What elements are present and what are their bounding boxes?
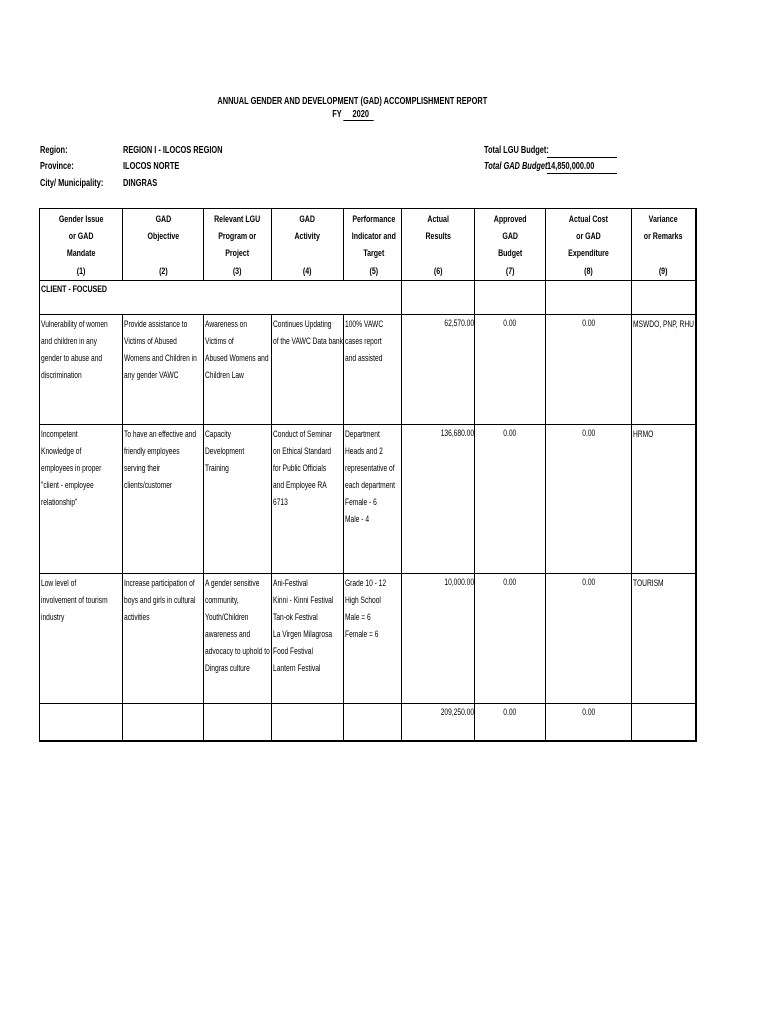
cell-approved-budget: 0.00: [475, 314, 546, 424]
province-label: Province:: [40, 161, 74, 172]
total-approved-budget: 0.00: [475, 703, 546, 741]
header-gad-objective: GAD Objective (2): [123, 209, 204, 281]
report-title: ANNUAL GENDER AND DEVELOPMENT (GAD) ACCOMPLISHMENT REPORT: [217, 96, 488, 107]
fy-value: 2020: [343, 109, 373, 121]
cell-gad-activity: Ani-Festival Kinni - Kinni Festival Tan-ok Festival La Virgen Milagrosa Food Festival Lantern Festival: [272, 573, 344, 703]
cell-remarks: HRMO: [632, 424, 696, 573]
cell-relevant-program: A gender sensitive community, Youth/Children awareness and advocacy to uphold to Dingras culture: [204, 573, 272, 703]
header-gender-issue: Gender Issue or GAD Mandate (1): [40, 209, 123, 281]
cell-actual-cost: 0.00: [546, 424, 632, 573]
city-value: DINGRAS: [123, 178, 158, 189]
cell-gender-issue: Low level of involvement of tourism industry: [40, 573, 123, 703]
totals-row: [40, 703, 696, 741]
header-gad-activity: GAD Activity (4): [272, 209, 344, 281]
header-actual-results: Actual Results (6): [402, 209, 475, 281]
cell-relevant-program: Awareness on Victims of Abused Womens and Children Law: [204, 314, 272, 424]
cell-gad-activity: Conduct of Seminar on Ethical Standard for Public Officials and Employee RA 6713: [272, 424, 344, 573]
cell-approved-budget: 0.00: [475, 424, 546, 573]
cell-performance-indicator: 100% VAWC cases report and assisted: [344, 314, 402, 424]
cell-actual-cost: 0.00: [546, 314, 632, 424]
cell-gender-issue: Incompetent Knowledge of employees in proper "client - employee relationship": [40, 424, 123, 573]
cell-gad-objective: Increase participation of boys and girls in cultural activities: [123, 573, 204, 703]
fy-label: FY: [331, 109, 342, 120]
cell-actual-results: 62,570.00: [402, 314, 475, 424]
cell-remarks: TOURISM: [632, 573, 696, 703]
header-actual-cost: Actual Cost or GAD Expenditure (8): [546, 209, 632, 281]
region-label: Region:: [40, 145, 68, 156]
total-actual-cost: 0.00: [546, 703, 632, 741]
header-relevant-program: Relevant LGU Program or Project (3): [204, 209, 272, 281]
cell-performance-indicator: Grade 10 - 12 High School Male = 6 Female = 6: [344, 573, 402, 703]
cell-performance-indicator: Department Heads and 2 representative of each department Female - 6 Male - 4: [344, 424, 402, 573]
table-row: [40, 314, 696, 424]
cell-approved-budget: 0.00: [475, 573, 546, 703]
section-client-focused: CLIENT - FOCUSED: [40, 280, 402, 314]
gad-budget-value: 14,850,000.00: [547, 161, 617, 174]
header-row: [40, 209, 696, 281]
cell-remarks: MSWDO, PNP, RHU: [632, 314, 696, 424]
accomplishment-table: [39, 208, 697, 742]
cell-actual-results: 136,680.00: [402, 424, 475, 573]
fiscal-year: [332, 108, 373, 121]
report-title-block: [0, 95, 705, 121]
total-actual-results: 209,250.00: [402, 703, 475, 741]
table-row: [40, 424, 696, 573]
lgu-budget-value: [547, 145, 617, 158]
cell-gender-issue: Vulnerability of women and children in any gender to abuse and discrimination: [40, 314, 123, 424]
gad-budget-label: Total GAD Budget: [484, 161, 548, 172]
section-row: [40, 280, 696, 314]
cell-gad-activity: Continues Updating of the VAWC Data bank: [272, 314, 344, 424]
province-value: ILOCOS NORTE: [123, 161, 180, 172]
city-label: City/ Municipality:: [40, 178, 104, 189]
cell-actual-results: 10,000.00: [402, 573, 475, 703]
region-value: REGION I - ILOCOS REGION: [123, 145, 223, 156]
header-variance-remarks: Variance or Remarks (9): [632, 209, 696, 281]
cell-actual-cost: 0.00: [546, 573, 632, 703]
cell-gad-objective: Provide assistance to Victims of Abused Womens and Children in any gender VAWC: [123, 314, 204, 424]
cell-relevant-program: Capacity Development Training: [204, 424, 272, 573]
cell-gad-objective: To have an effective and friendly employees serving their clients/customer: [123, 424, 204, 573]
header-performance-indicator: Performance Indicator and Target (5): [344, 209, 402, 281]
header-approved-budget: Approved GAD Budget (7): [475, 209, 546, 281]
table-row: [40, 573, 696, 703]
lgu-budget-label: Total LGU Budget:: [484, 145, 549, 156]
